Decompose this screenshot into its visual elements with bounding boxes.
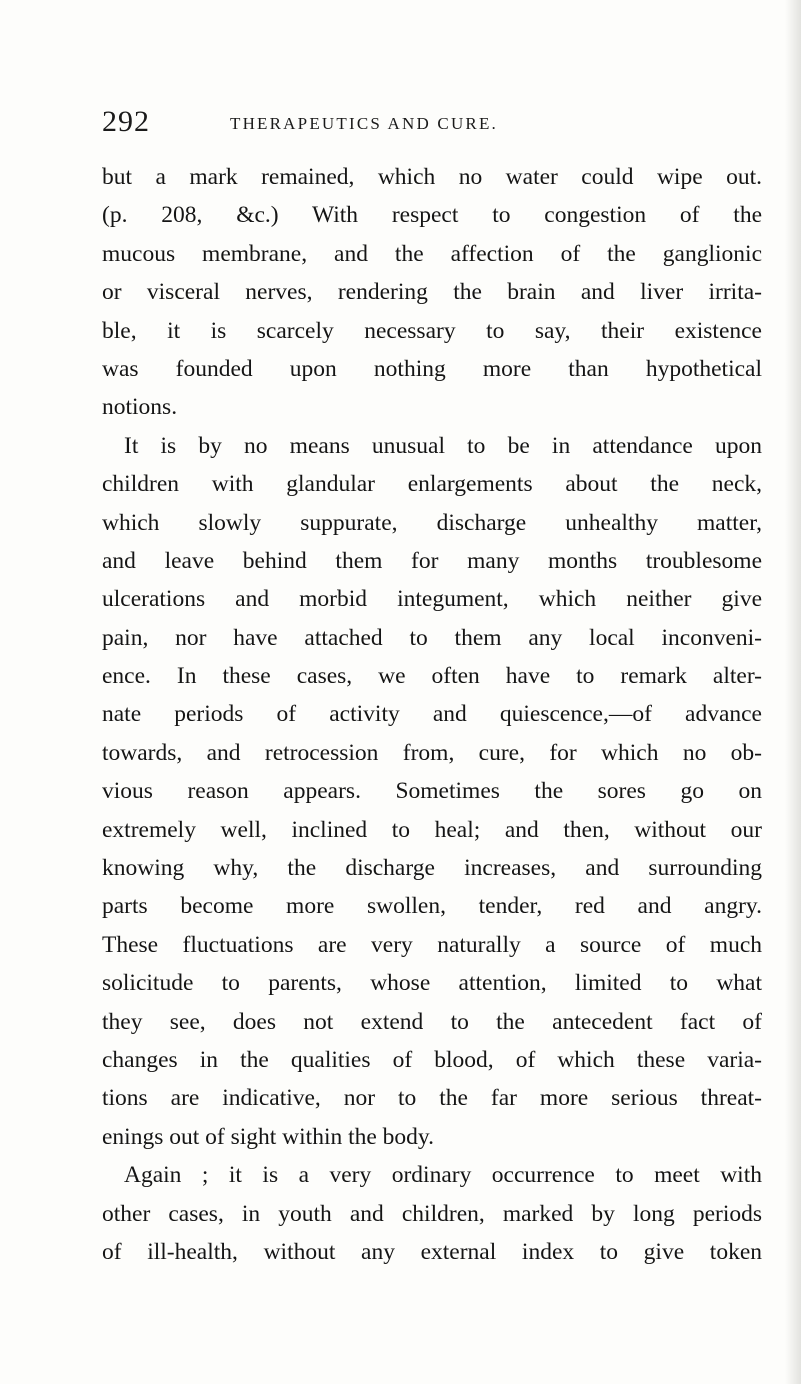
text-line: (p. 208, &c.) With respect to congestion of the xyxy=(102,202,762,229)
text-line: mucous membrane, and the affection of the ganglionic xyxy=(102,240,762,267)
text-line: pain, nor have attached to them any local inconveni- xyxy=(102,624,762,651)
text-line: ulcerations and morbid integument, which neither give xyxy=(102,586,762,613)
paragraph-start-line: Again ; it is a very ordinary occurrence to meet with xyxy=(124,1162,762,1189)
text-line: ence. In these cases, we often have to remark alter- xyxy=(102,663,762,690)
text-line: was founded upon nothing more than hypothetical xyxy=(102,355,762,382)
text-line: These fluctuations are very naturally a source of much xyxy=(102,931,762,958)
text-line: knowing why, the discharge increases, and surrounding xyxy=(102,855,762,882)
text-line: which slowly suppurate, discharge unhealthy matter, xyxy=(102,509,762,536)
page-number: 292 xyxy=(102,105,150,138)
page-header xyxy=(102,104,762,144)
page-edge-shadow xyxy=(785,0,801,1384)
text-line: extremely well, inclined to heal; and then, without our xyxy=(102,816,762,843)
paragraph-start-line: It is by no means unusual to be in attendance upon xyxy=(124,432,762,459)
text-line: ble, it is scarcely necessary to say, their existence xyxy=(102,317,762,344)
text-line: towards, and retrocession from, cure, for which no ob- xyxy=(102,739,762,766)
text-line: tions are indicative, nor to the far more serious threat- xyxy=(102,1085,762,1112)
text-line: but a mark remained, which no water could wipe out. xyxy=(102,164,762,190)
text-line: vious reason appears. Sometimes the sores go on xyxy=(102,778,762,805)
text-line: or visceral nerves, rendering the brain and liver irrita- xyxy=(102,279,762,306)
text-line: other cases, in youth and children, marked by long periods xyxy=(102,1200,762,1227)
text-line: parts become more swollen, tender, red and angry. xyxy=(102,893,762,920)
text-line: solicitude to parents, whose attention, limited to what xyxy=(102,970,762,997)
text-line: children with glandular enlargements about the neck, xyxy=(102,471,762,498)
text-line: changes in the qualities of blood, of which these varia- xyxy=(102,1046,762,1073)
paragraph-end-line: enings out of sight within the body. xyxy=(102,1123,435,1150)
text-line: nate periods of activity and quiescence,—of advance xyxy=(102,701,762,728)
paragraph-end-line: notions. xyxy=(102,394,178,421)
text-line: and leave behind them for many months troublesome xyxy=(102,547,762,574)
text-line: of ill-health, without any external index to give token xyxy=(102,1238,762,1265)
running-head: THERAPEUTICS AND CURE. xyxy=(230,114,498,133)
text-line: they see, does not extend to the antecedent fact of xyxy=(102,1008,762,1035)
body-text xyxy=(102,158,762,1271)
